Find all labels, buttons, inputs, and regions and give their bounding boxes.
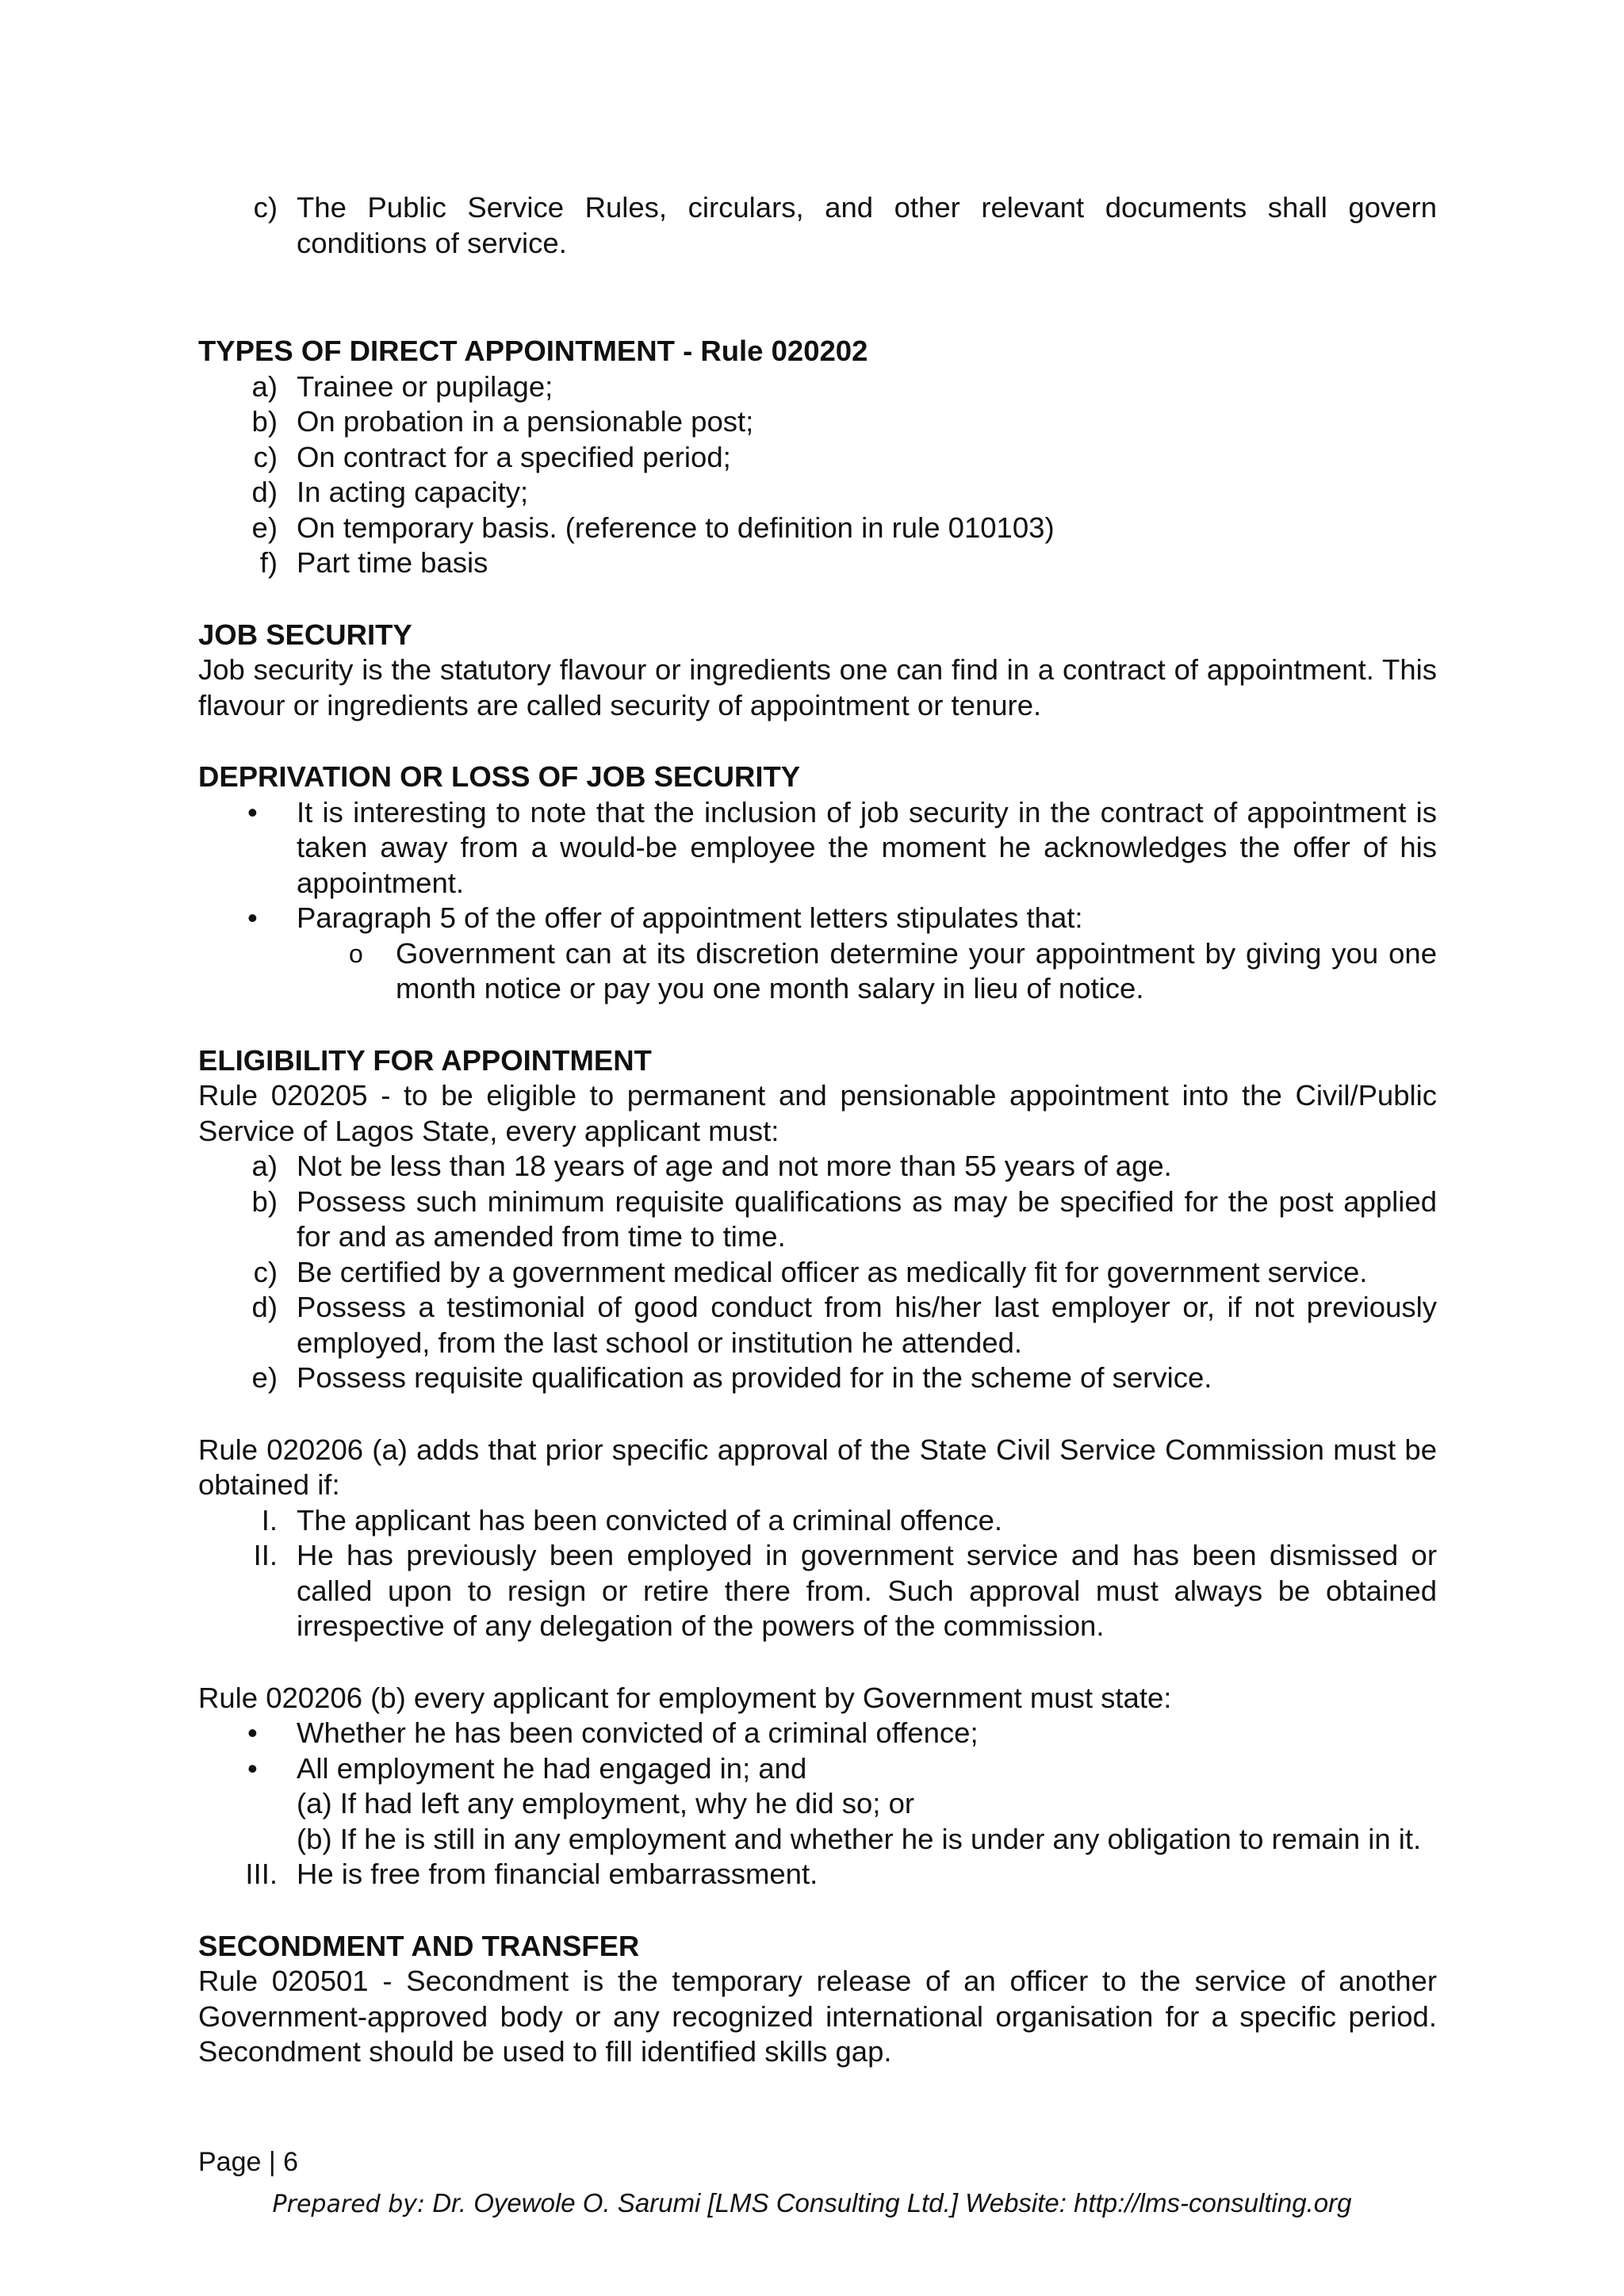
list-item-text: Not be less than 18 years of age and not more than 55 years of age.	[297, 1150, 1172, 1182]
paragraph-rule-020206b: Rule 020206 (b) every applicant for employment by Government must state:	[198, 1681, 1172, 1714]
sub-paragraph: (a) If had left any employment, why he did so; or	[297, 1787, 915, 1820]
list-item-text: On temporary basis. (reference to definition in rule 010103)	[297, 511, 1055, 544]
document-body	[198, 190, 1437, 2070]
section-heading-deprivation: DEPRIVATION OR LOSS OF JOB SECURITY	[198, 760, 801, 793]
list-item	[198, 1255, 1437, 1291]
list-marker: f)	[259, 546, 278, 579]
list-item	[198, 1184, 1437, 1255]
list-item	[198, 369, 1437, 405]
list-item	[198, 1149, 1437, 1184]
list-item-text: Possess a testimonial of good conduct from his/her last employer or, if not previously employed, from the last school or institution he attended.	[297, 1291, 1437, 1359]
list-item	[198, 1290, 1437, 1360]
list-item	[198, 545, 1437, 581]
paragraph-secondment: Rule 020501 - Secondment is the temporary release of an officer to the service of another Government-approved body or any recognized international organisation for a specific period. Secondment should be used to fill identified skills gap.	[198, 1965, 1437, 2068]
footer-prepared-by	[0, 2188, 1624, 2218]
bullet-text: All employment he had engaged in; and	[297, 1751, 807, 1785]
list-item-text: Possess requisite qualification as provided for in the scheme of service.	[297, 1361, 1212, 1394]
bullet-text: Whether he has been convicted of a criminal offence;	[297, 1716, 979, 1749]
sub-bullet-item	[198, 936, 1437, 1007]
sub-bullet-text: Government can at its discretion determine your appointment by giving you one month notice or pay you one month salary in lieu of notice.	[396, 936, 1437, 1004]
roman-list-item	[198, 1503, 1437, 1539]
list-item-text: On contract for a specified period;	[297, 440, 731, 473]
list-item	[198, 1360, 1437, 1396]
section-heading-job-security: JOB SECURITY	[198, 618, 412, 651]
list-item	[198, 440, 1437, 476]
list-marker: d)	[251, 476, 278, 508]
list-marker: II.	[253, 1539, 278, 1571]
list-item-text: He is free from financial embarrassment.	[297, 1858, 818, 1890]
bullet-item	[198, 1716, 1437, 1751]
paragraph-rule-020206a: Rule 020206 (a) adds that prior specific approval of the State Civil Service Commission must be obtained if:	[198, 1433, 1437, 1501]
list-marker: e)	[251, 511, 278, 544]
list-marker: c)	[253, 1255, 278, 1288]
list-marker: b)	[251, 1184, 278, 1218]
list-marker: d)	[251, 1291, 278, 1323]
list-item-text: Trainee or pupilage;	[297, 369, 553, 403]
page-number: Page | 6	[198, 2147, 299, 2177]
list-item	[198, 404, 1437, 440]
section-heading-eligibility: ELIGIBILITY FOR APPOINTMENT	[198, 1043, 652, 1077]
roman-list-item	[198, 1538, 1437, 1644]
list-item-text: Part time basis	[297, 546, 488, 579]
list-item-text: Be certified by a government medical officer as medically fit for government service.	[297, 1255, 1368, 1288]
list-item	[198, 511, 1437, 546]
sub-bullet-marker: o	[349, 939, 363, 968]
list-item	[198, 190, 1437, 261]
list-item-text: On probation in a pensionable post;	[297, 405, 754, 438]
paragraph-job-security: Job security is the statutory flavour or ingredients one can find in a contract of appointment. This flavour or ingredients are called security of appointment or tenure.	[198, 653, 1437, 721]
list-marker: III.	[245, 1858, 278, 1890]
list-item-text: Possess such minimum requisite qualifications as may be specified for the post applied for and as amended from time to time.	[297, 1184, 1437, 1253]
prepared-label: Prepared by:	[272, 2191, 426, 2218]
bullet-text: Paragraph 5 of the offer of appointment letters stipulates that:	[297, 901, 1083, 934]
list-marker: I.	[261, 1503, 278, 1536]
list-item	[198, 475, 1437, 511]
list-marker: b)	[251, 405, 278, 438]
roman-list-item	[198, 1857, 1437, 1892]
bullet-icon: •	[247, 1716, 258, 1749]
bullet-item	[198, 1751, 1437, 1787]
list-marker: c)	[253, 191, 278, 224]
bullet-icon: •	[247, 795, 258, 828]
list-item-text: He has previously been employed in government service and has been dismissed or called upon to resign or retire there from. Such approval must always be obtained irrespective of any delegation of the powers of the commission.	[297, 1539, 1437, 1642]
bullet-icon: •	[247, 1751, 258, 1785]
list-marker: a)	[251, 369, 278, 403]
list-item-text: In acting capacity;	[297, 476, 529, 508]
bullet-item	[198, 901, 1437, 936]
list-marker: e)	[251, 1361, 278, 1394]
list-item-text: The applicant has been convicted of a criminal offence.	[297, 1503, 1003, 1536]
sub-paragraph: (b) If he is still in any employment and whether he is under any obligation to remain in it.	[297, 1822, 1422, 1855]
bullet-item	[198, 795, 1437, 901]
list-marker: c)	[253, 440, 278, 473]
prepared-text: Dr. Oyewole O. Sarumi [LMS Consulting Ltd.] Website: http://lms-consulting.org	[425, 2188, 1352, 2218]
section-heading-secondment: SECONDMENT AND TRANSFER	[198, 1929, 640, 1962]
bullet-text: It is interesting to note that the inclusion of job security in the contract of appointment is taken away from a would-be employee the moment he acknowledges the offer of his appointment.	[297, 795, 1437, 899]
list-marker: a)	[251, 1150, 278, 1182]
bullet-icon: •	[247, 901, 258, 934]
paragraph-eligibility-intro: Rule 020205 - to be eligible to permanent and pensionable appointment into the Civil/Public Service of Lagos State, every applicant must:	[198, 1079, 1437, 1147]
section-heading-types: TYPES OF DIRECT APPOINTMENT - Rule 020202	[198, 335, 868, 367]
list-item-text: The Public Service Rules, circulars, and other relevant documents shall govern conditions of service.	[297, 191, 1437, 259]
